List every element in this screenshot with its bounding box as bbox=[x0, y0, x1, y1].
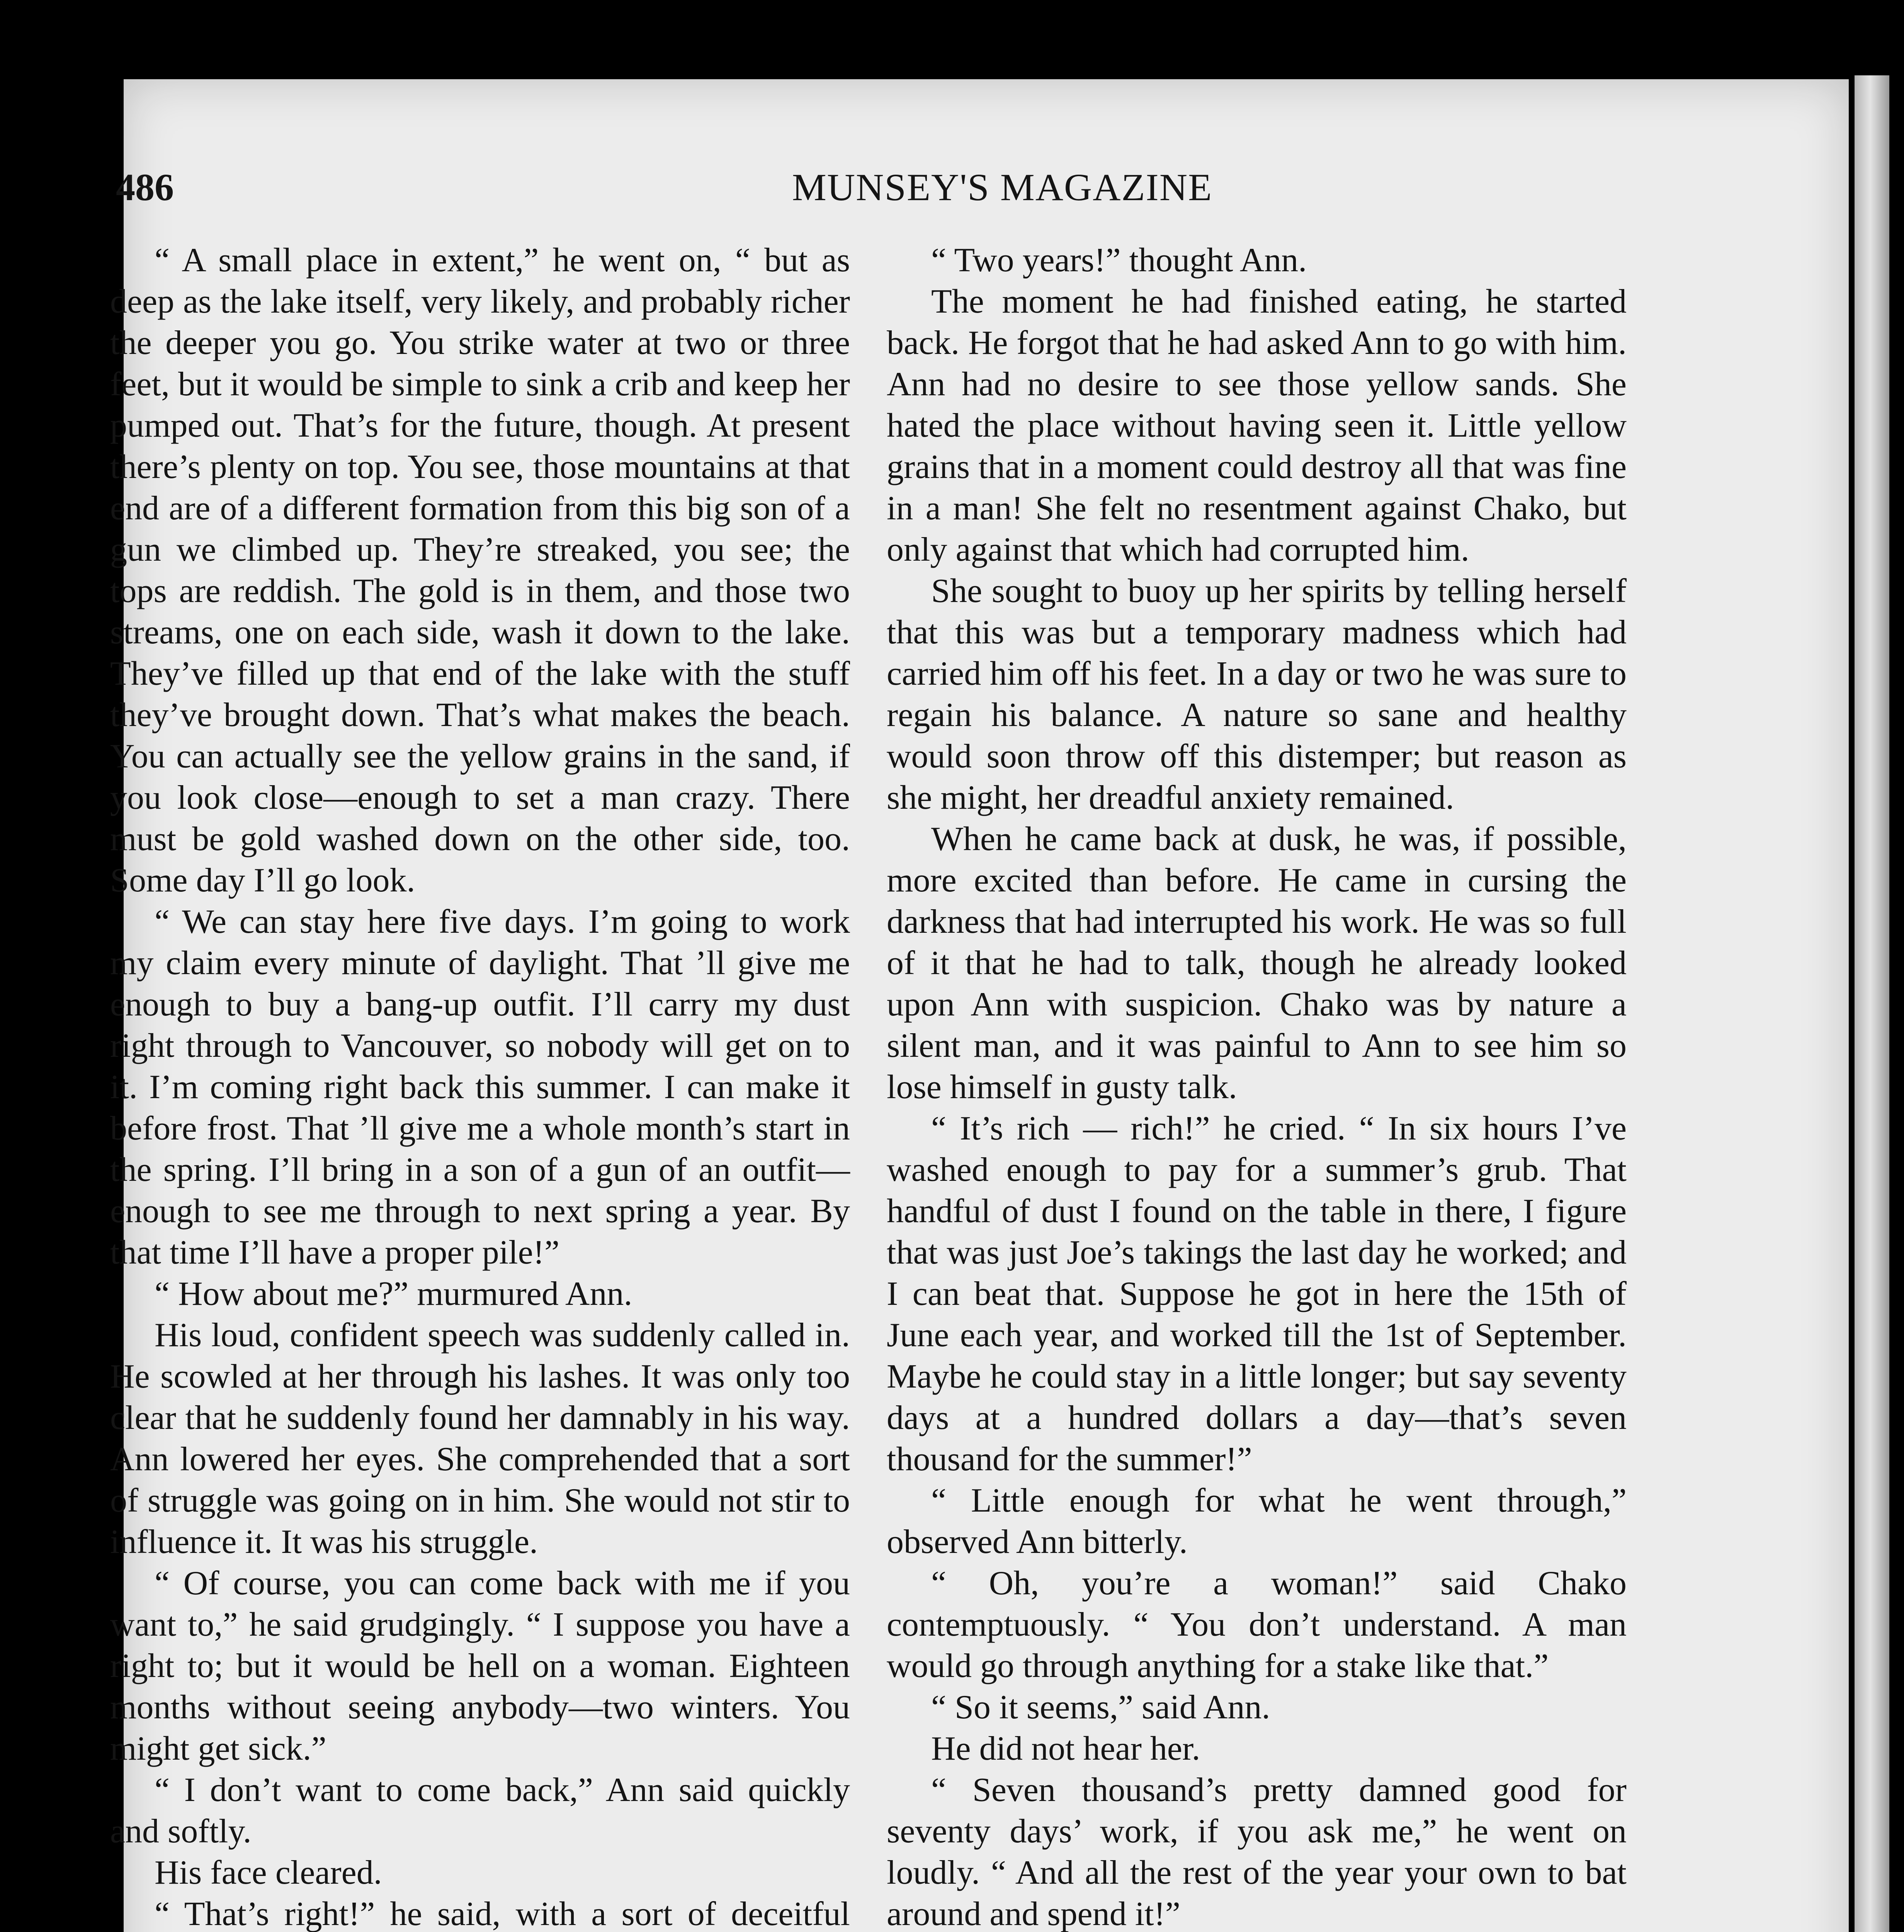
paragraph: She sought to buoy up her spirits by telling herself that this was but a temporary madness which had carried him off his feet. In a day or two he was sure to regain his balance. A nature so sane and healthy would soon throw off this distemper; but reason as she might, her dreadful anxiety remained. bbox=[887, 572, 1627, 816]
paragraph: When he came back at dusk, he was, if possible, more excited than before. He came in cursing the darkness that had interrupted his work. He was so full of it that he had to talk, though he already looked upon Ann with suspicion. Chako was by nature a silent man, and it was painful to Ann to see him so lose himself in gusty talk. bbox=[887, 820, 1627, 1106]
paragraph: “ That’s right!” he said, with a sort of deceitful bbox=[155, 1895, 850, 1932]
next-page-edge bbox=[1855, 75, 1889, 1932]
paragraph: “ Oh, you’re a woman!” said Chako contemptuously. “ You don’t understand. A man would go through anything for a stake like that.” bbox=[887, 1565, 1627, 1685]
text-column-right bbox=[887, 240, 1627, 1932]
paragraph: “ A small place in extent,” he went on, “ but as deep as the lake itself, very likely, and probably richer the deeper you go. You strike water at two or three feet, but it would be simple to sink a crib and keep her pumped out. That’s for the future, though. At present there’s plenty on top. You see, those mountains at that end are of a different formation from this big son of a gun we climbed up. They’re streaked, you see; the tops are reddish. The gold is in them, and those two streams, one on each side, wash it down to the lake. They’ve filled up that end of the lake with the stuff they’ve brought down. That’s what makes the beach. You can actually see the yellow grains in the sand, if you look close—enough to set a man crazy. There must be gold washed down on the other side, too. Some day I’ll go look. bbox=[110, 242, 850, 899]
paragraph: He did not hear her. bbox=[931, 1730, 1200, 1767]
paragraph: “ Two years!” thought Ann. bbox=[931, 242, 1307, 279]
paragraph: “ Little enough for what he went through,” observed Ann bitterly. bbox=[887, 1482, 1627, 1561]
paragraph: “ So it seems,” said Ann. bbox=[931, 1689, 1270, 1726]
paragraph: “ We can stay here five days. I’m going to work my claim every minute of daylight. That ’ll give me enough to buy a bang-up outfit. I’ll carry my dust right through to Vancouver, so nobody will get on to it. I’m coming right back this summer. I can make it before frost. That ’ll give me a whole month’s start in the spring. I’ll bring in a son of a gun of an outfit—enough to see me through to next spring a year. By that time I’ll have a proper pile!” bbox=[110, 903, 850, 1271]
paragraph: The moment he had finished eating, he started back. He forgot that he had asked Ann to go with him. Ann had no desire to see those yellow sands. She hated the place without having seen it. Little yellow grains that in a moment could destroy all that was fine in a man! She felt no resentment against Chako, but only against that which had corrupted him. bbox=[887, 283, 1627, 568]
paragraph: “ It’s rich — rich!” he cried. “ In six hours I’ve washed enough to pay for a summer’s grub. That handful of dust I found on the table in there, I figure that was just Joe’s takings the last day he worked; and I can beat that. Suppose he got in here the 15th of June each year, and worked till the 1st of September. Maybe he could stay in a little longer; but say seventy days at a hundred dollars a day—that’s seven thousand for the summer!” bbox=[887, 1110, 1627, 1478]
paragraph: His loud, confident speech was suddenly called in. He scowled at her through his lashes. It was only too clear that he suddenly found her damnably in his way. Ann lowered her eyes. She comprehended that a sort of struggle was going on in him. She would not stir to influence it. It was his struggle. bbox=[110, 1316, 850, 1561]
text-column-left bbox=[110, 240, 850, 1932]
page-number: 486 bbox=[116, 166, 174, 209]
running-head bbox=[116, 153, 1700, 222]
paragraph: “ Of course, you can come back with me if you want to,” he said grudgingly. “ I suppose you have a right to; but it would be hell on a woman. Eighteen months without seeing anybody—two winters. You might get sick.” bbox=[110, 1565, 850, 1767]
paragraph: His face cleared. bbox=[155, 1854, 382, 1891]
paragraph: “ I don’t want to come back,” Ann said quickly and softly. bbox=[110, 1771, 850, 1850]
magazine-title: MUNSEY'S MAGAZINE bbox=[792, 166, 1213, 209]
paragraph: “ How about me?” murmured Ann. bbox=[155, 1275, 632, 1313]
paragraph: “ Seven thousand’s pretty damned good for seventy days’ work, if you ask me,” he went on loudly. “ And all the rest of the year your own to bat around and spend it!” bbox=[887, 1771, 1627, 1932]
